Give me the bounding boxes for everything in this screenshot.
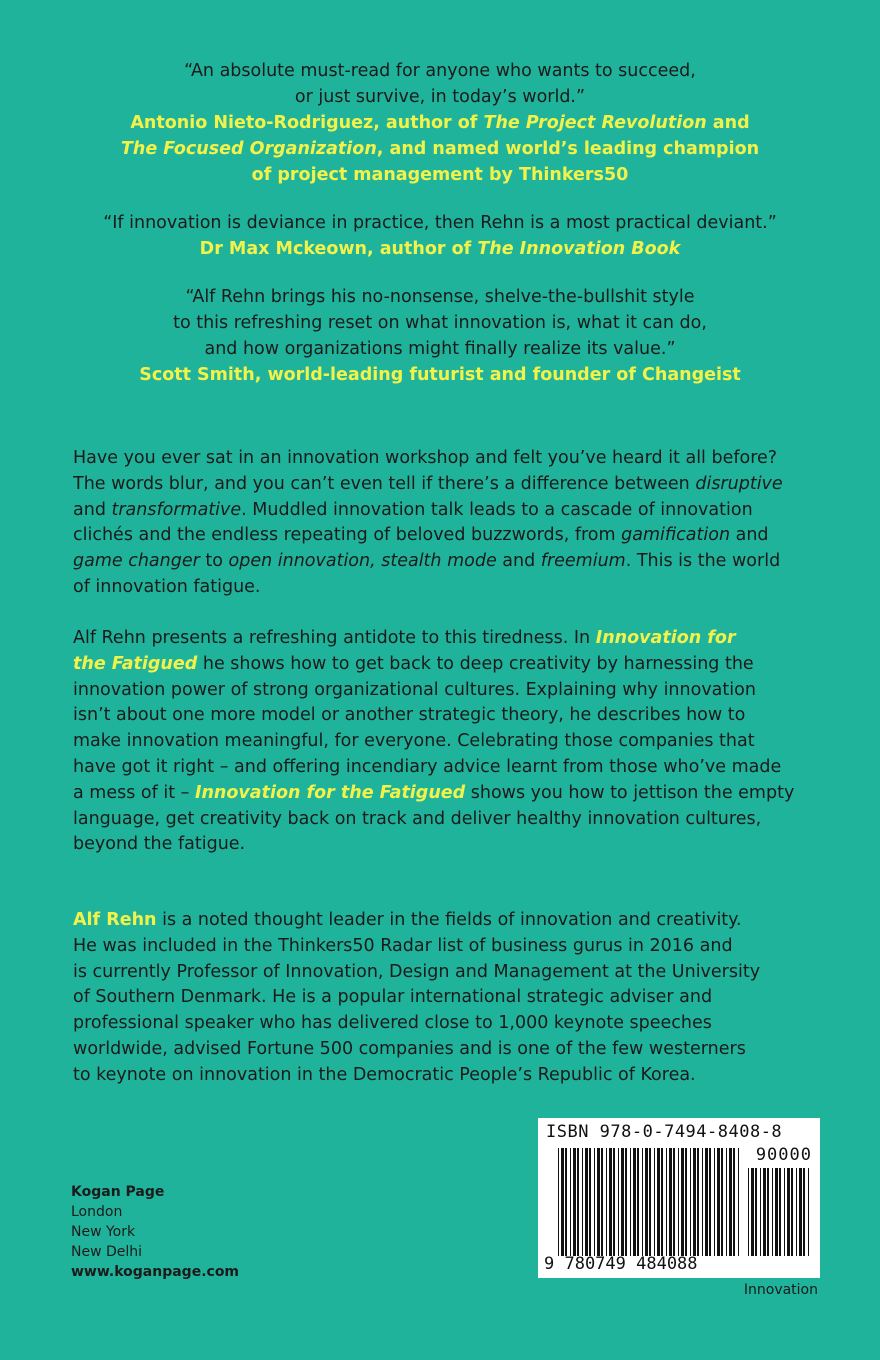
barcode-bar	[637, 1148, 639, 1256]
publisher-name: Kogan Page	[71, 1184, 165, 1200]
barcode-bar	[561, 1148, 564, 1256]
barcode-bar	[630, 1148, 631, 1256]
barcode-bar	[787, 1168, 790, 1256]
barcode-addon-bars	[748, 1168, 812, 1256]
book-title: Innovation for the Fatigued	[194, 782, 466, 803]
barcode-bar	[633, 1148, 636, 1256]
barcode-bar	[573, 1148, 576, 1256]
barcode-bar	[582, 1148, 583, 1256]
barcode-bar	[796, 1168, 797, 1256]
author-bio: Alf Rehn is a noted thought leader in the fields of innovation and creativity. He was included in the Thinkers50 Radar list of business gurus in 2016 and is currently Professor of Innovation, Design and Management at the University of Southern Denmark. He is a popular international strategic adviser and professional speaker who has delivered close to 1,000 keynote speeches worldwide, advised Fortune 500 companies and is one of the few westerners to keynote on innovation in the Democratic People’s Republic of Korea.	[73, 910, 761, 1085]
price-code: 90000	[755, 1145, 812, 1165]
category-label: Innovation	[743, 1282, 818, 1298]
barcode-bar	[748, 1168, 749, 1256]
barcode-bar	[799, 1168, 802, 1256]
barcode-bars	[558, 1148, 743, 1256]
barcode-bar	[597, 1148, 600, 1256]
quote-line: “Alf Rehn brings his no-nonsense, shelve-the-bullshit style	[185, 287, 695, 307]
barcode-bar	[673, 1148, 675, 1256]
barcode-bar	[666, 1148, 667, 1256]
endorsement-1	[0, 58, 880, 188]
barcode-bar	[772, 1168, 773, 1256]
barcode-bar	[760, 1168, 761, 1256]
barcode-bar	[558, 1148, 559, 1256]
barcode-bar	[642, 1148, 643, 1256]
barcode-bar	[678, 1148, 679, 1256]
barcode-bar	[779, 1168, 781, 1256]
barcode-bar	[738, 1148, 739, 1256]
barcode-bar	[709, 1148, 711, 1256]
barcode-bar	[755, 1168, 757, 1256]
barcode-bar	[589, 1148, 591, 1256]
isbn-barcode	[538, 1118, 820, 1278]
publisher-url[interactable]: www.koganpage.com	[71, 1264, 240, 1280]
barcode-bar	[565, 1148, 567, 1256]
barcode-bar	[775, 1168, 778, 1256]
barcode-bar	[685, 1148, 687, 1256]
barcode-bar	[669, 1148, 672, 1256]
quote-attribution: The Focused Organization, and named world’s leading champion	[120, 139, 760, 159]
barcode-bar	[681, 1148, 684, 1256]
endorsement-3	[0, 284, 880, 388]
barcode-bar	[791, 1168, 793, 1256]
quote-line: or just survive, in today’s world.”	[294, 87, 586, 107]
barcode-bar	[577, 1148, 579, 1256]
blurb-paragraph-2: Alf Rehn presents a refreshing antidote to this tiredness. In Innovation for the Fatigued he shows how to get back to deep creativity by harnessing the innovation power of strong organizational cultures. Explaining why innovation isn’t about one more model or another strategic theory, he describes how to make innovation meaningful, for everyone. Celebrating those companies that have got it right – and offering incendiary advice learnt from those who’ve made a mess of it – Innovation for the Fatigued shows you how to jettison the empty language, get creativity back on track and deliver healthy innovation cultures, beyond the fatigue.	[73, 628, 795, 855]
barcode-bar	[613, 1148, 615, 1256]
barcode-bar	[808, 1168, 809, 1256]
barcode-bar	[609, 1148, 612, 1256]
blurb-paragraph-1: Have you ever sat in an innovation workshop and felt you’ve heard it all before? The words blur, and you can’t even tell if there’s a difference between disruptive and transformative. Muddled innovation talk leads to a cascade of innovation clichés and the endless repeating of beloved buzzwords, from gamification and game changer to open innovation, stealth mode and freemium. This is the world of innovation fatigue.	[73, 448, 783, 597]
barcode-bar	[625, 1148, 627, 1256]
barcode-bar	[594, 1148, 595, 1256]
publisher-city: New Delhi	[71, 1244, 143, 1260]
barcode-bar	[618, 1148, 619, 1256]
barcode-bar	[697, 1148, 699, 1256]
barcode-bar	[693, 1148, 696, 1256]
barcode-bar	[645, 1148, 648, 1256]
barcode-bar	[654, 1148, 655, 1256]
barcode-bar	[763, 1168, 766, 1256]
barcode-bar	[733, 1148, 735, 1256]
publisher-block	[71, 1182, 239, 1282]
barcode-bar	[784, 1168, 785, 1256]
barcode-bar	[601, 1148, 603, 1256]
quote-line: “An absolute must-read for anyone who wants to succeed,	[184, 61, 696, 81]
endorsement-2	[0, 210, 880, 262]
barcode-bar	[570, 1148, 571, 1256]
barcode-bar	[767, 1168, 769, 1256]
ean-digits: 9 780749 484088	[544, 1254, 698, 1274]
barcode-bar	[714, 1148, 715, 1256]
barcode-bar	[661, 1148, 663, 1256]
endorsements	[0, 58, 880, 410]
barcode-bar	[729, 1148, 732, 1256]
quote-line: and how organizations might finally realize its value.”	[204, 339, 676, 359]
quote-attribution: Scott Smith, world-leading futurist and founder of Changeist	[139, 365, 741, 385]
barcode-bar	[702, 1148, 703, 1256]
book-title: the Fatigued	[73, 653, 198, 674]
quote-attribution: Antonio Nieto-Rodriguez, author of The Project Revolution and	[130, 113, 750, 133]
barcode-bar	[751, 1168, 754, 1256]
publisher-city: London	[71, 1204, 123, 1220]
quote-line: “If innovation is deviance in practice, then Rehn is a most practical deviant.”	[103, 213, 777, 233]
book-title: Innovation for	[595, 628, 736, 648]
quote-line: to this refreshing reset on what innovation is, what it can do,	[173, 313, 707, 333]
barcode-bar	[721, 1148, 723, 1256]
barcode-bar	[657, 1148, 660, 1256]
barcode-bar	[803, 1168, 805, 1256]
barcode-bar	[690, 1148, 691, 1256]
barcode-bar	[705, 1148, 708, 1256]
publisher-city: New York	[71, 1224, 136, 1240]
isbn-text: ISBN 978-0-7494-8408-8	[546, 1122, 783, 1142]
barcode-bar	[717, 1148, 720, 1256]
quote-attribution: of project management by Thinkers50	[251, 165, 629, 185]
barcode-bar	[621, 1148, 624, 1256]
author-name: Alf Rehn	[73, 910, 157, 930]
barcode-bar	[585, 1148, 588, 1256]
quote-attribution: Dr Max Mckeown, author of The Innovation Book	[199, 239, 681, 259]
barcode-bar	[606, 1148, 607, 1256]
barcode-bar	[726, 1148, 727, 1256]
barcode-bar	[649, 1148, 651, 1256]
